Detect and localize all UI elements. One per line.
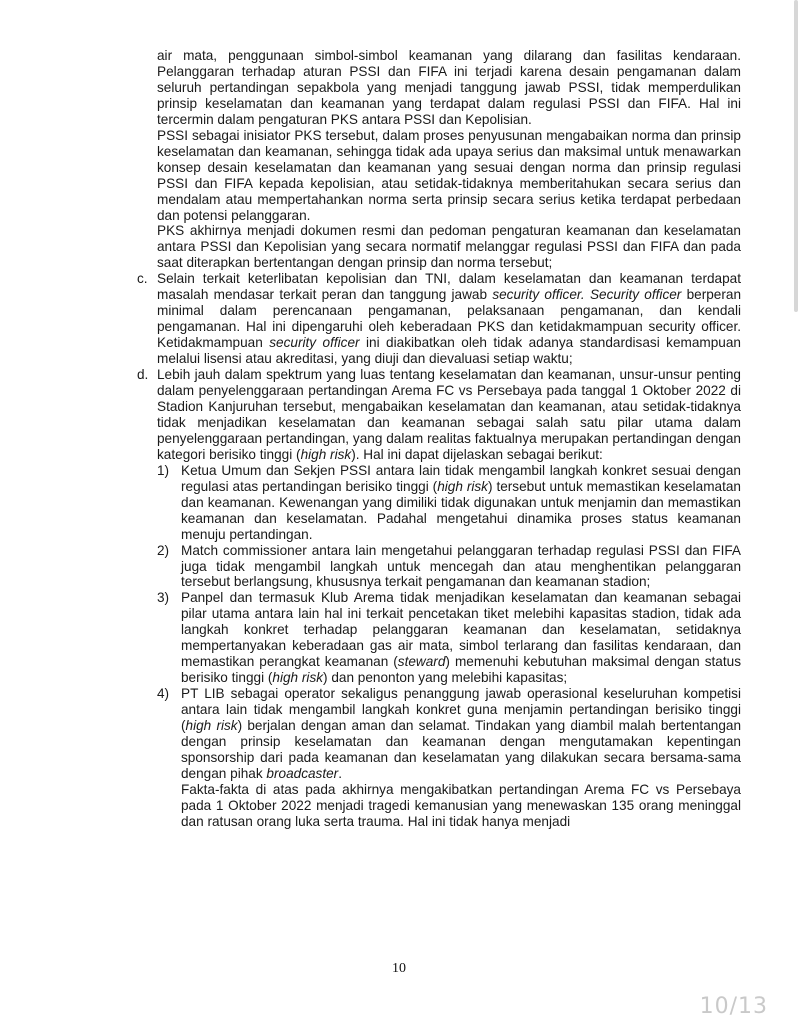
page-number: 10 — [392, 961, 406, 976]
list-item-c — [137, 271, 741, 367]
list-item-text: Selain terkait keterlibatan kepolisian dan TNI, dalam keselamatan dan keamanan terdapat masalah mendasar terkait peran dan tanggung jawab security officer. Security officer berperan minimal dalam perencanaan pengamanan, pelaksanaan pengamanan, dan kendali pengamanan. Hal ini dipengaruhi oleh keberadaan PKS dan ketidakmampuan security officer. Ketidakmampuan security officer ini diakibatkan oleh tidak adanya standardisasi kemampuan melalui lisensi atau akreditasi, yang diuji dan dievaluasi setiap waktu; — [157, 271, 741, 367]
sub-item-text: Ketua Umum dan Sekjen PSSI antara lain tidak mengambil langkah konkret sesuai dengan regulasi atas pertandingan berisiko tinggi (high risk) tersebut untuk memastikan keselamatan dan keamanan. Kewenangan yang dimiliki tidak digunakan untuk menjamin dan memastikan keamanan dan keselamatan. Padahal mengetahui dinamika proses status keamanan menuju pertandingan. — [181, 462, 741, 542]
sub-item-text: Match commissioner antara lain mengetahui pelanggaran terhadap regulasi PSSI dan FIFA juga tidak mengambil langkah untuk mencegah dan atau menghentikan pelanggaran tersebut berlangsung, khususnya terkait pengamanan dan keamanan stadion; — [181, 542, 741, 590]
sub-item-2 — [137, 543, 741, 591]
list-item-text: Lebih jauh dalam spektrum yang luas tentang keselamatan dan keamanan, unsur-unsur penting dalam penyelenggaraan pertandingan Arema FC vs Persebaya pada tanggal 1 Oktober 2022 di Stadion Kanjuruhan tersebut, mengabaikan keselamatan dan keamanan, atau setidak-tidaknya tidak menjadikan keselamatan dan keamanan sebagai salah satu pilar utama dalam penyelenggaraan pertandingan, yang dalam realitas faktualnya merupakan pertandingan dengan kategori berisiko tinggi (high risk). Hal ini dapat dijelaskan sebagai berikut: — [157, 367, 741, 462]
list-item-d — [137, 367, 741, 463]
sub-item-text: Panpel dan termasuk Klub Arema tidak menjadikan keselamatan dan keamanan sebagai pilar utama antara lain hal ini terkait pencetakan tiket melebihi kapasitas stadion, tidak ada langkah konkret terhadap pelanggaran keamanan dan keselamatan, setidaknya mempertanyakan keberadaan gas air mata, simbol terlarang dan fasilitas kendaraan, dan memastikan perangkat keamanan (steward) memenuhi kebutuhan maksimal dengan status berisiko tinggi (high risk) dan penonton yang melebihi kapasitas; — [181, 590, 741, 686]
list-marker: c. — [137, 271, 148, 287]
paragraph-pks-document: PKS akhirnya menjadi dokumen resmi dan pedoman pengaturan keamanan dan keselamatan antara PSSI dan Kepolisian yang secara normatif melanggar regulasi PSSI dan FIFA dan pada saat diterapkan bertentangan dengan prinsip dan norma tersebut; — [157, 223, 741, 271]
sub-item-1 — [137, 463, 741, 543]
sub-marker: 1) — [157, 462, 170, 478]
sub-item-text: PT LIB sebagai operator sekaligus penanggung jawab operasional keseluruhan kompetisi antara lain tidak mengambil langkah konkret guna menjamin pertandingan berisiko tinggi (high risk) berjalan dengan aman dan selamat. Tindakan yang diambil malah bertentangan dengan prinsip keselamatan dan keamanan dengan mengutamakan kepentingan sponsorship dari pada keamanan dan keselamatan yang dilakukan secara bersama-sama dengan pihak broadcaster. — [181, 686, 741, 781]
document-body — [137, 48, 741, 830]
paragraph-closing: Fakta-fakta di atas pada akhirnya mengakibatkan pertandingan Arema FC vs Persebaya pada 1 Oktober 2022 menjadi tragedi kemanusian yang menewaskan 135 orang meninggal dan ratusan orang luka serta trauma. Hal ini tidak hanya menjadi — [181, 781, 741, 829]
sub-item-4 — [137, 686, 741, 782]
paragraph-pssi-initiator: PSSI sebagai inisiator PKS tersebut, dalam proses penyusunan mengabaikan norma dan prinsip keselamatan dan keamanan, sehingga tidak ada upaya serius dan maksimal untuk menawarkan konsep desain keselamatan dan keamanan yang sesuai dengan norma dan prinsip regulasi PSSI dan FIFA kepada kepolisian, atau setidak-tidaknya memberitahukan secara serius dan mendalam atau mempertahankan norma serta prinsip secara serius ketika terdapat perbedaan dan potensi pelanggaran. — [157, 127, 741, 223]
paragraph-violation: air mata, penggunaan simbol-simbol keamanan yang dilarang dan fasilitas kendaraan. Pelanggaran terhadap aturan PSSI dan FIFA ini terjadi karena desain pengamanan dalam seluruh pertandingan sepakbola yang menjadi tanggung jawab PSSI, tidak memperdulikan prinsip keselamatan dan keamanan yang terdapat dalam regulasi PSSI dan FIFA. Hal ini tercermin dalam pengaturan PKS antara PSSI dan Kepolisian. — [157, 48, 741, 127]
sub-marker: 3) — [157, 590, 170, 606]
page-counter: 10/13 — [699, 994, 768, 1019]
sub-item-3 — [137, 590, 741, 686]
sub-marker: 4) — [157, 686, 170, 702]
list-marker: d. — [137, 367, 149, 383]
sub-marker: 2) — [157, 542, 170, 558]
scrollbar-thumb[interactable] — [794, 0, 798, 312]
